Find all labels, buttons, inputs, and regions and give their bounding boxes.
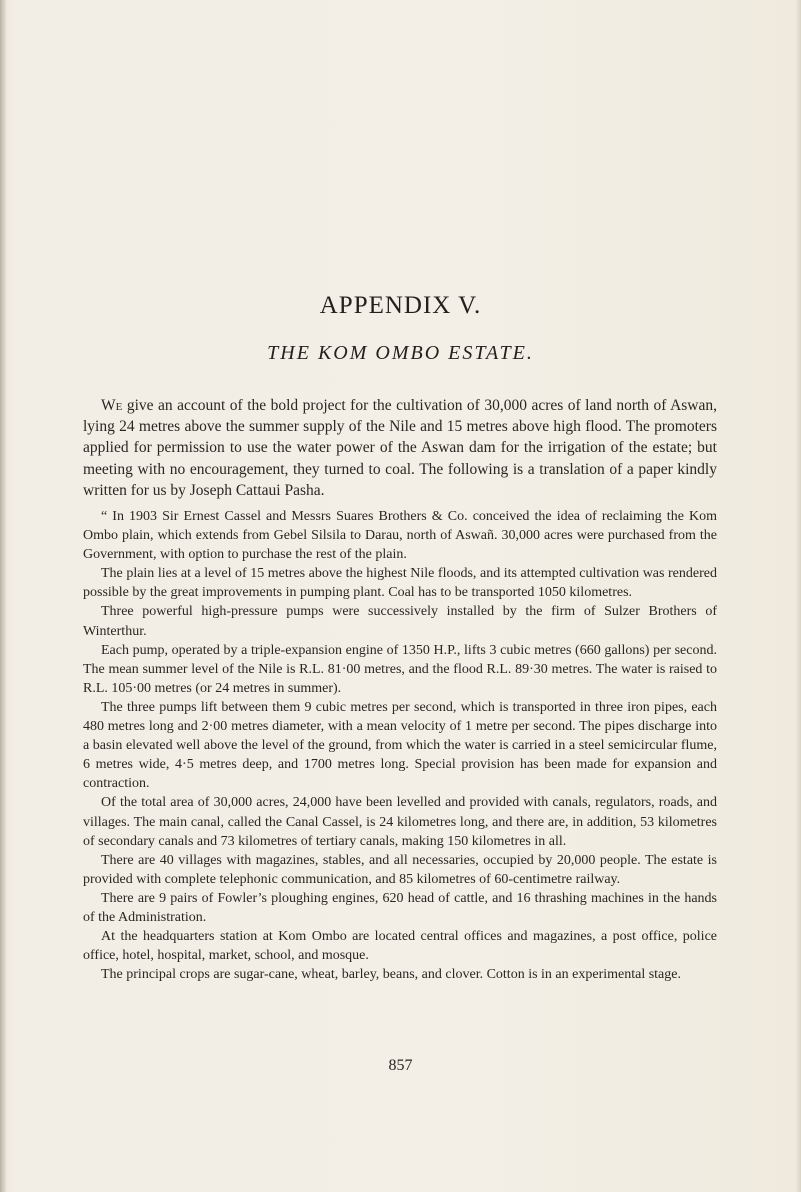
quote-paragraph: Of the total area of 30,000 acres, 24,000 have been levelled and provided with canals, regulators, roads, and villages. The main canal, called the Canal Cassel, is 24 kilometres long, and there are, in addition, 53 kilometres of secondary canals and 73 kilometres of tertiary canals, making 150 kilometres in all.	[83, 795, 717, 849]
quote-paragraph: The three pumps lift between them 9 cubic metres per second, which is transported in three iron pipes, each 480 metres long and 2·00 metres diameter, with a mean velocity of 1 metre per second. The pipes discharge into a basin elevated well above the level of the ground, from which the water is carried in a steel semicircular flume, 6 metres wide, 4·5 metres deep, and 1700 metres long. Special provision has been made for expansion and contraction.	[83, 699, 717, 792]
binding-shadow	[0, 0, 6, 1192]
quote-paragraph: Each pump, operated by a triple-expansion engine of 1350 H.P., lifts 3 cubic metres (660 gallons) per second. The mean summer level of the Nile is R.L. 81·00 metres, and the flood R.L. 89·30 metres. The water is raised to R.L. 105·00 metres (or 24 metres in summer).	[83, 642, 717, 696]
intro-paragraph	[83, 395, 717, 501]
intro-text: give an account of the bold project for the cultivation of 30,000 acres of land north of Aswan, lying 24 metres above the summer supply of the Nile and 15 metres above high flood. The promoters applied for permission to use the water power of the Aswan dam for the irrigation of the estate; but meeting with no encouragement, they turned to coal. The following is a translation of a paper kindly written for us by Joseph Cattaui Pasha.	[83, 397, 717, 499]
intro-first-word: We	[101, 397, 123, 414]
quoted-translation	[83, 507, 717, 984]
quote-paragraph: There are 9 pairs of Fowler’s ploughing engines, 620 head of cattle, and 16 thrashing machines in the hands of the Administration.	[83, 890, 717, 925]
quote-paragraph: At the headquarters station at Kom Ombo are located central offices and magazines, a post office, police office, hotel, hospital, market, school, and mosque.	[83, 929, 717, 964]
quote-paragraph: The plain lies at a level of 15 metres above the highest Nile floods, and its attempted cultivation was rendered possible by the great improvements in pumping plant. Coal has to be transported 1050 kilometres.	[83, 566, 717, 601]
quote-paragraph: “ In 1903 Sir Ernest Cassel and Messrs Suares Brothers & Co. conceived the idea of reclaiming the Kom Ombo plain, which extends from Gebel Silsila to Darau, north of Aswañ. 30,000 acres were purchased from the Government, with option to purchase the rest of the plain.	[83, 509, 717, 563]
page-number: 857	[388, 1057, 413, 1074]
quote-paragraph: There are 40 villages with magazines, stables, and all necessaries, occupied by 20,000 people. The estate is provided with complete telephonic communication, and 85 kilometres of 60-centimetre railway.	[83, 852, 717, 887]
page-edge	[796, 0, 801, 1192]
quote-paragraph: Three powerful high-pressure pumps were successively installed by the firm of Sulzer Brothers of Winterthur.	[83, 604, 717, 639]
section-title: THE KOM OMBO ESTATE.	[267, 342, 534, 364]
quote-paragraph: The principal crops are sugar-cane, wheat, barley, beans, and clover. Cotton is in an experimental stage.	[101, 967, 681, 983]
appendix-title: APPENDIX V.	[319, 292, 482, 319]
